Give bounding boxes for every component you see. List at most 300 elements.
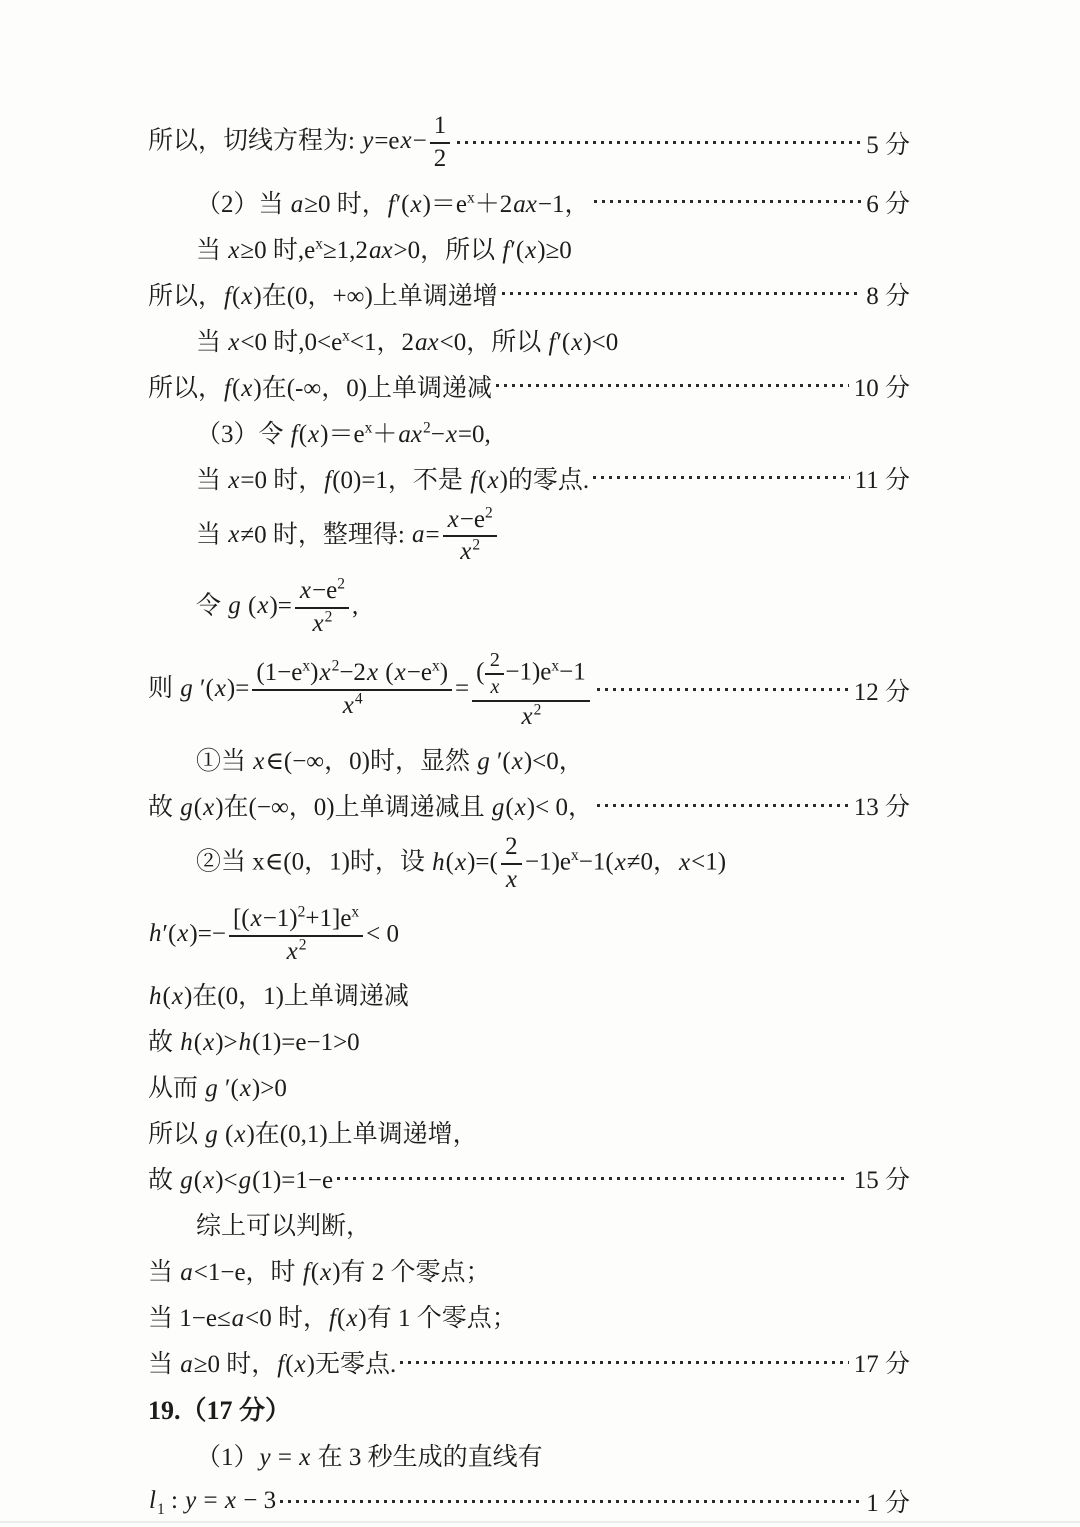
- solution-line: [148, 741, 910, 777]
- text-run: ≥0 时，: [304, 190, 387, 218]
- math-variable: x: [514, 794, 526, 822]
- superscript: 2: [298, 936, 307, 954]
- math-variable: x: [511, 748, 523, 776]
- score-label: 11 分: [854, 466, 910, 494]
- superscript: 2: [331, 657, 340, 675]
- text-run: )有 2 个零点；: [332, 1259, 491, 1287]
- math-variable: x: [286, 937, 298, 965]
- dotted-leader: [502, 292, 861, 295]
- text-run: [(: [232, 904, 250, 932]
- math-variable: x: [257, 592, 269, 620]
- math-variable: h: [238, 1029, 252, 1057]
- text-run: (: [285, 1351, 294, 1379]
- line-content: [148, 1298, 517, 1334]
- math-variable: f: [224, 282, 231, 310]
- text-run: (: [241, 592, 257, 620]
- line-content: [196, 460, 589, 496]
- fraction: [229, 905, 363, 967]
- text-run: −1)e: [524, 848, 571, 876]
- math-variable: ax: [513, 190, 537, 218]
- score-label: 12 分: [853, 678, 910, 706]
- text-run: ′(: [162, 920, 177, 948]
- fraction: [295, 577, 349, 639]
- math-variable: h: [149, 920, 162, 948]
- text-run: 2: [489, 648, 500, 671]
- math-variable: x: [228, 466, 240, 494]
- math-variable: x: [241, 374, 253, 402]
- fraction-denominator: [443, 537, 497, 567]
- math-variable: a: [180, 1351, 193, 1379]
- text-run: <0 时，: [245, 1305, 329, 1333]
- text-run: )<0: [583, 328, 619, 356]
- superscript: 2: [337, 575, 345, 593]
- dotted-leader: [593, 476, 850, 479]
- score-label: 10 分: [853, 374, 910, 402]
- line-content: [196, 230, 572, 266]
- text-run: 所以: [148, 1121, 205, 1149]
- fraction: [501, 833, 522, 895]
- fraction-denominator: [501, 865, 522, 895]
- text-run: <0，所以: [439, 328, 548, 356]
- text-run: 综上可以判断，: [196, 1213, 372, 1241]
- text-run: )在(0，1)上单调递减: [183, 983, 409, 1011]
- math-variable: f: [324, 466, 332, 494]
- text-run: (: [298, 420, 308, 448]
- superscript: 2: [324, 608, 333, 626]
- text-run: )>: [215, 1029, 238, 1057]
- text-run: （1）: [196, 1444, 259, 1472]
- text-run: 所以，切线方程为:: [148, 127, 362, 155]
- text-run: )>0: [251, 1075, 287, 1103]
- math-variable: x: [239, 1075, 251, 1103]
- text-run: (: [478, 466, 487, 494]
- fraction: [485, 649, 504, 699]
- math-variable: x: [228, 328, 240, 356]
- line-content: [148, 1390, 291, 1427]
- text-run: 当: [148, 1259, 180, 1287]
- math-variable: h: [180, 1029, 193, 1057]
- line-content: [148, 905, 399, 967]
- math-variable: a: [231, 1305, 245, 1333]
- fraction-numerator: [252, 659, 452, 691]
- text-run: ≥0 时，: [193, 1351, 277, 1379]
- solution-line: [148, 905, 910, 967]
- line-content: [148, 1160, 333, 1196]
- math-variable: x: [445, 420, 457, 448]
- superscript: x: [551, 656, 560, 674]
- math-variable: g: [180, 1167, 193, 1195]
- text-run: −2: [339, 659, 366, 687]
- text-run: )=−: [189, 920, 226, 948]
- text-run: 2: [433, 144, 447, 172]
- solution-line: [148, 368, 910, 404]
- math-variable: x: [299, 577, 311, 604]
- math-variable: g: [238, 1167, 252, 1195]
- math-variable: ax: [415, 328, 439, 356]
- text-run: (1−e: [256, 659, 303, 687]
- dotted-leader: [597, 804, 849, 807]
- text-run: ): [439, 659, 449, 687]
- math-variable: x: [234, 1121, 246, 1149]
- text-run: − 3: [236, 1487, 277, 1515]
- text-run: ≥1,2: [322, 236, 368, 264]
- dotted-leader: [457, 141, 861, 144]
- text-run: 当: [196, 236, 228, 264]
- text-run: )的零点.: [499, 466, 590, 494]
- math-variable: x: [320, 1259, 332, 1287]
- text-run: =: [455, 674, 470, 702]
- text-run: ≥0 时,e: [240, 236, 316, 264]
- text-run: )有 1 个零点；: [358, 1305, 517, 1333]
- math-variable: f: [470, 466, 478, 494]
- text-run: 则: [148, 674, 180, 702]
- line-content: [196, 741, 584, 777]
- solution-body: [148, 112, 910, 1519]
- text-run: 故: [148, 1167, 180, 1195]
- fraction-numerator: [229, 905, 363, 937]
- line-content: [148, 276, 498, 312]
- math-variable: x: [342, 691, 354, 719]
- text-run: ＋2: [474, 190, 513, 218]
- solution-line: [148, 1160, 910, 1196]
- fraction-numerator: [295, 577, 349, 609]
- superscript: x: [571, 847, 579, 865]
- text-run: )≥0: [537, 236, 572, 264]
- superscript: 4: [354, 690, 363, 708]
- line-content: [148, 1114, 478, 1150]
- math-variable: x: [250, 904, 262, 932]
- solution-line: [148, 976, 910, 1012]
- fraction-denominator: [229, 937, 363, 967]
- text-run: ∈(−∞，0)时，显然: [265, 748, 477, 776]
- text-run: −: [430, 420, 445, 448]
- text-run: <1): [691, 848, 727, 876]
- text-run: −1)e: [505, 658, 552, 686]
- text-run: ,: [351, 592, 359, 620]
- line-content: [196, 577, 358, 639]
- text-run: +1]e: [305, 904, 352, 932]
- math-variable: x: [177, 920, 189, 948]
- fraction-numerator: [430, 112, 451, 144]
- math-variable: f: [277, 1351, 285, 1379]
- math-variable: x: [171, 983, 183, 1011]
- text-run: (: [445, 848, 454, 876]
- text-run: =: [197, 1487, 224, 1515]
- superscript: 2: [422, 419, 431, 437]
- math-variable: x: [455, 848, 467, 876]
- math-variable: f: [548, 328, 556, 356]
- text-run: =e: [374, 127, 400, 155]
- fraction-denominator: [295, 609, 349, 639]
- solution-line: [148, 1483, 910, 1519]
- math-variable: x: [203, 1029, 215, 1057]
- text-run: 2: [505, 833, 518, 861]
- line-content: [196, 506, 500, 568]
- solution-line: [148, 184, 910, 220]
- superscript: 2: [297, 903, 306, 921]
- math-variable: h: [149, 983, 162, 1011]
- math-variable: y: [362, 127, 374, 155]
- score-label: 17 分: [853, 1351, 910, 1379]
- score-label: 8 分: [866, 282, 910, 310]
- text-run: 当: [196, 520, 228, 548]
- text-run: −1(: [578, 848, 614, 876]
- superscript: x: [351, 903, 360, 921]
- line-content: [148, 1022, 360, 1058]
- text-run: )在(0，+∞)上单调递增: [253, 282, 498, 310]
- math-variable: g: [491, 794, 505, 822]
- text-run: )＝e: [422, 190, 468, 218]
- fraction-denominator: [430, 144, 451, 174]
- line-content: [148, 787, 593, 823]
- math-variable: g: [180, 674, 193, 702]
- solution-line: [148, 1390, 910, 1427]
- dotted-leader: [496, 384, 849, 387]
- solution-line: [148, 1298, 910, 1334]
- text-run: )<: [215, 1167, 238, 1195]
- line-content: [148, 976, 409, 1012]
- text-run: (: [379, 659, 394, 687]
- dotted-leader: [280, 1500, 861, 1503]
- solution-line: [148, 414, 910, 450]
- math-variable: x: [521, 702, 533, 730]
- text-run: )< 0，: [526, 794, 593, 822]
- text-run: ≠0，: [626, 848, 679, 876]
- text-run: (: [505, 794, 514, 822]
- math-variable: x: [214, 674, 226, 702]
- solution-line: [148, 1252, 910, 1288]
- superscript: x: [364, 419, 373, 437]
- math-variable: y: [259, 1444, 271, 1472]
- fraction: [430, 112, 451, 174]
- text-run: ≠0 时，整理得:: [240, 520, 412, 548]
- math-variable: x: [366, 659, 379, 687]
- math-variable: x: [203, 794, 215, 822]
- math-variable: x: [299, 1444, 311, 1472]
- solution-line: [148, 1068, 910, 1104]
- text-run: )在(−∞，0)上单调递减且: [215, 794, 491, 822]
- fraction-denominator: [472, 702, 590, 732]
- score-label: 5 分: [866, 131, 910, 159]
- text-run: −1): [262, 904, 298, 932]
- text-run: 令: [196, 592, 228, 620]
- text-run: 当 1−e≤: [148, 1305, 231, 1333]
- text-run: (: [193, 794, 203, 822]
- fraction: [472, 649, 590, 732]
- math-variable: x: [346, 1305, 358, 1333]
- dotted-leader: [400, 1361, 849, 1364]
- text-run: )=(: [467, 848, 498, 876]
- line-content: [196, 184, 590, 220]
- text-run: 1: [433, 112, 447, 139]
- superscript: 2: [472, 536, 481, 554]
- text-run: −e: [312, 577, 338, 604]
- math-variable: x: [487, 466, 499, 494]
- solution-line: [148, 649, 910, 732]
- math-variable: ax: [368, 236, 393, 264]
- line-content: [196, 1437, 543, 1473]
- page-bottom-edge: [0, 1521, 1080, 1523]
- math-variable: g: [180, 794, 193, 822]
- superscript: x: [302, 657, 311, 675]
- dotted-leader: [337, 1177, 849, 1180]
- solution-line: [148, 787, 910, 823]
- superscript: x: [431, 657, 440, 675]
- solution-line: [148, 322, 910, 358]
- math-variable: f: [387, 190, 395, 218]
- text-run: ＋: [372, 420, 398, 448]
- text-run: 所以，: [148, 282, 224, 310]
- text-run: )在(-∞，0)上单调递减: [253, 374, 493, 402]
- solution-line: [148, 276, 910, 312]
- solution-line: [148, 230, 910, 266]
- math-variable: g: [205, 1121, 218, 1149]
- text-run: =0,: [457, 420, 491, 448]
- fraction-numerator: [472, 649, 590, 702]
- text-run: 所以，: [148, 374, 224, 402]
- fraction-numerator: [443, 506, 497, 538]
- text-run: <0 时,0<e: [240, 328, 343, 356]
- text-run: −e: [406, 659, 432, 687]
- math-variable: x: [241, 282, 253, 310]
- fraction-numerator: [485, 649, 504, 675]
- text-run: ①当: [196, 748, 253, 776]
- fraction: [443, 506, 497, 568]
- math-variable: x: [571, 328, 583, 356]
- text-run: ): [310, 659, 319, 687]
- text-run: )=: [226, 674, 250, 702]
- text-run: :: [164, 1487, 185, 1515]
- line-content: [148, 112, 453, 174]
- math-variable: g: [205, 1075, 218, 1103]
- score-label: 13 分: [853, 794, 910, 822]
- text-run: 在 3 秒生成的直线有: [311, 1444, 543, 1472]
- line-content: [148, 368, 492, 404]
- line-content: [196, 1206, 371, 1242]
- superscript: x: [467, 189, 475, 207]
- math-variable: x: [460, 538, 472, 566]
- text-run: (: [336, 1305, 346, 1333]
- math-variable: f: [502, 236, 510, 264]
- dotted-leader: [597, 688, 849, 691]
- solution-line: [148, 1206, 910, 1242]
- text-run: <1，2: [349, 328, 415, 356]
- text-run: ′(: [490, 748, 511, 776]
- line-content: [148, 649, 593, 732]
- text-run: −1: [559, 658, 586, 686]
- fraction-denominator: [252, 691, 452, 721]
- solution-line: [148, 577, 910, 639]
- superscript: x: [342, 327, 350, 345]
- text-run: )在(0,1)上单调递增，: [246, 1121, 478, 1149]
- math-variable: x: [490, 675, 500, 698]
- text-run: ′(: [193, 674, 214, 702]
- text-run: −e: [459, 505, 485, 533]
- text-run: 故: [148, 794, 180, 822]
- subscript: 1: [156, 1501, 165, 1519]
- line-content: [148, 1252, 491, 1288]
- text-run: 从而: [148, 1075, 205, 1103]
- math-variable: x: [614, 848, 626, 876]
- math-variable: x: [308, 420, 320, 448]
- text-run: ′(: [556, 328, 571, 356]
- text-run: <1−e，时: [193, 1259, 302, 1287]
- math-variable: y: [185, 1487, 197, 1515]
- text-run: 当: [196, 328, 228, 356]
- line-content: [148, 1487, 277, 1519]
- text-run: < 0: [366, 920, 400, 948]
- text-run: )无零点.: [306, 1351, 397, 1379]
- line-content: [148, 1344, 396, 1380]
- text-run: (0)=1，不是: [332, 466, 470, 494]
- text-run: 故: [148, 1029, 180, 1057]
- text-run: =: [271, 1444, 299, 1472]
- text-run: (: [162, 983, 171, 1011]
- fraction-denominator: [485, 675, 504, 699]
- text-run: （2）当: [196, 190, 290, 218]
- math-variable: l: [149, 1487, 156, 1515]
- line-content: [148, 1068, 287, 1104]
- math-variable: f: [329, 1305, 336, 1333]
- math-variable: g: [477, 748, 490, 776]
- math-variable: f: [290, 420, 298, 448]
- fraction-numerator: [501, 833, 522, 865]
- superscript: x: [315, 235, 323, 253]
- text-run: =: [425, 520, 440, 548]
- math-variable: x: [224, 1487, 236, 1515]
- math-variable: x: [228, 520, 240, 548]
- text-run: 19.（17 分）: [148, 1396, 292, 1426]
- fraction: [252, 659, 452, 721]
- math-variable: ax: [398, 420, 422, 448]
- text-run: )=: [269, 592, 292, 620]
- text-run: >0，所以: [393, 236, 502, 264]
- text-run: )<0，: [523, 748, 584, 776]
- text-run: =0 时，: [240, 466, 324, 494]
- math-variable: g: [228, 592, 241, 620]
- math-variable: x: [319, 659, 331, 687]
- math-variable: a: [180, 1259, 193, 1287]
- math-variable: h: [432, 848, 445, 876]
- math-variable: x: [679, 848, 691, 876]
- text-run: −: [412, 127, 427, 155]
- text-run: (: [310, 1259, 320, 1287]
- text-run: (: [231, 282, 241, 310]
- line-content: [196, 833, 726, 895]
- math-variable: x: [228, 236, 240, 264]
- math-variable: x: [400, 127, 412, 155]
- text-run: ′(: [395, 190, 410, 218]
- solution-line: [148, 506, 910, 568]
- text-run: (: [476, 658, 485, 686]
- score-label: 1 分: [866, 1490, 910, 1518]
- superscript: 2: [533, 701, 542, 719]
- solution-line: [148, 460, 910, 496]
- score-label: 15 分: [853, 1167, 910, 1195]
- math-variable: x: [505, 866, 517, 893]
- text-run: ′(: [218, 1075, 239, 1103]
- text-run: (: [218, 1121, 234, 1149]
- text-run: −1，: [537, 190, 590, 218]
- text-run: (: [231, 374, 241, 402]
- math-variable: f: [302, 1259, 310, 1287]
- text-run: ′(: [510, 236, 525, 264]
- math-variable: x: [410, 190, 422, 218]
- line-content: [196, 322, 618, 358]
- solution-line: [148, 112, 910, 174]
- math-variable: x: [394, 659, 406, 687]
- solution-line: [148, 1437, 910, 1473]
